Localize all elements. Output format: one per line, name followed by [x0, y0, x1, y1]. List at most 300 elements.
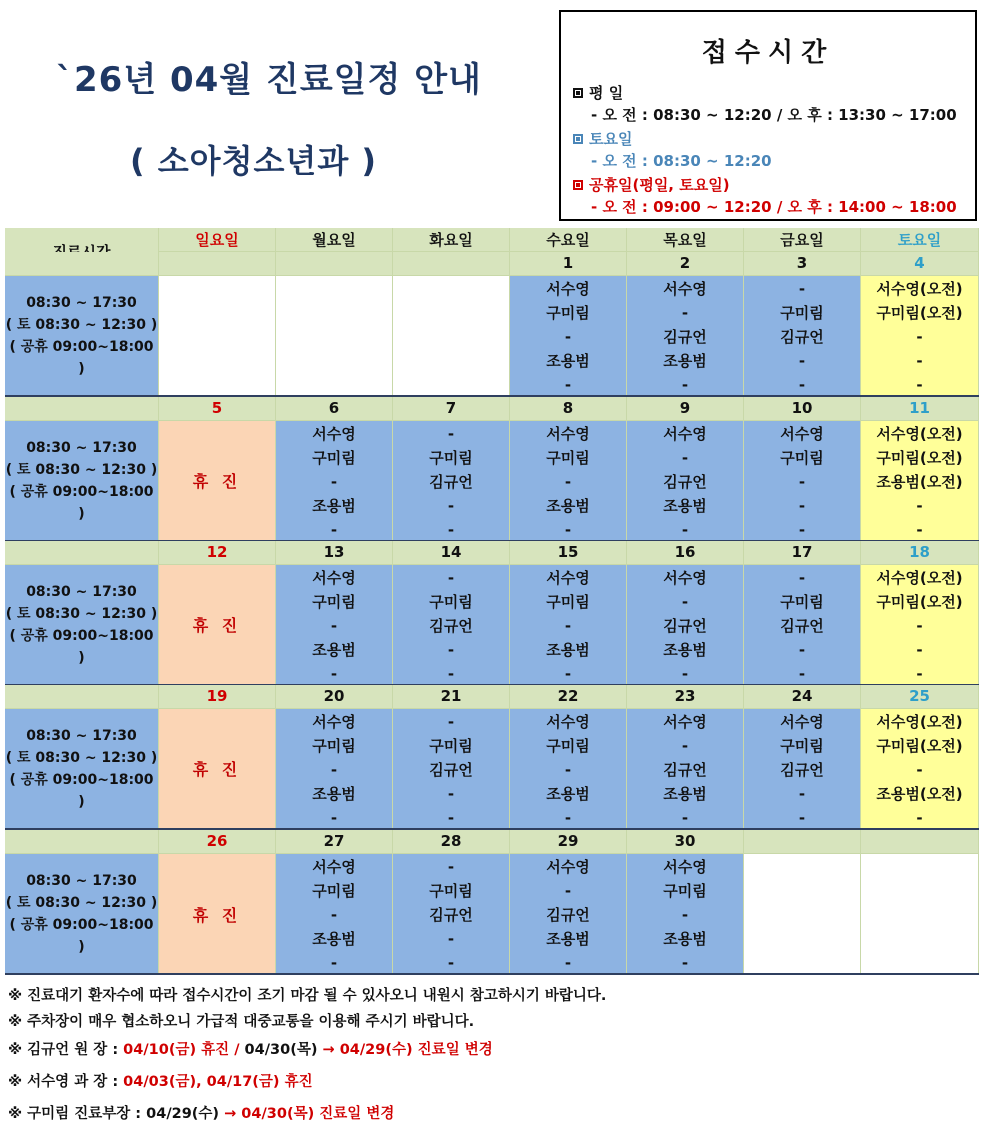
- doctor-cell: [159, 709, 276, 829]
- doctor-name: 서수영: [546, 425, 590, 443]
- doctor-cell: [276, 421, 393, 541]
- empty-cell: [744, 854, 861, 975]
- date-number: 8: [562, 399, 574, 417]
- doctor-cell: [159, 854, 276, 975]
- doctor-name: -: [564, 665, 572, 683]
- date-number: 30: [674, 832, 696, 850]
- date-row-spacer: [5, 685, 159, 709]
- date-number: 11: [909, 399, 930, 417]
- doctor-name: 구미림: [780, 449, 824, 467]
- date-cell: [510, 252, 627, 276]
- doctor-name: -: [330, 665, 338, 683]
- hours-cell: [5, 709, 159, 829]
- hours-line2: ( 토 08:30 ~ 12:30 ): [5, 461, 158, 478]
- doctor-cell: [627, 276, 744, 396]
- doctor-name: 서수영: [312, 425, 356, 443]
- date-cell: [744, 397, 861, 421]
- date-cell: [393, 685, 510, 709]
- calendar-bottom-border: [5, 973, 979, 975]
- date-number: 7: [445, 399, 457, 417]
- doctor-name: 김규언: [663, 328, 707, 346]
- empty-cell: [276, 276, 393, 396]
- department-title: ( 소아청소년과 ): [130, 142, 378, 180]
- doctor-name: 조용범: [546, 930, 590, 948]
- note-kim-label: ※ 김규언 원 장 :: [8, 1042, 124, 1058]
- doctor-name: -: [916, 328, 923, 346]
- note-koo-label: ※ 구미림 진료부장 : 04/29(수): [8, 1106, 225, 1122]
- doctor-cell: [744, 421, 861, 541]
- date-number: 28: [440, 832, 462, 850]
- doctor-name: -: [916, 665, 923, 683]
- doctor-name: 김규언: [546, 906, 590, 924]
- doctor-name: 서수영: [780, 713, 824, 731]
- day-header: [276, 228, 393, 252]
- date-cell: [627, 830, 744, 854]
- doctor-cell: [627, 709, 744, 829]
- closed-label: 휴 진: [192, 616, 242, 635]
- doctor-name: 구미림: [663, 882, 707, 900]
- doctor-name: -: [447, 954, 455, 972]
- doctor-cell: [861, 709, 979, 829]
- doctor-cell: [744, 709, 861, 829]
- doctor-cell: [510, 421, 627, 541]
- doctor-name: 구미림: [546, 737, 590, 755]
- date-number: 18: [909, 543, 930, 561]
- day-header-label: 토요일: [897, 231, 942, 249]
- hours-cell: [5, 276, 159, 396]
- doctor-name: -: [798, 376, 806, 394]
- doctor-name: -: [564, 954, 572, 972]
- doctor-name: -: [916, 521, 923, 539]
- date-cell: [510, 397, 627, 421]
- doctor-name: 서수영: [663, 280, 707, 298]
- closed-label: 휴 진: [192, 472, 242, 491]
- date-number: 4: [914, 254, 925, 272]
- doctor-name: -: [916, 376, 923, 394]
- date-number: 29: [557, 832, 579, 850]
- day-header: [861, 228, 979, 252]
- date-number: 1: [562, 254, 574, 272]
- date-number: 13: [323, 543, 345, 561]
- note-seo: [8, 1070, 313, 1091]
- doctor-name: -: [798, 473, 806, 491]
- doctor-name: 김규언: [780, 617, 824, 635]
- doctor-name: -: [798, 641, 806, 659]
- doctor-name: -: [330, 521, 338, 539]
- doctor-name: -: [447, 785, 455, 803]
- doctor-name: -: [798, 665, 806, 683]
- hours-line1: 08:30 ~ 17:30: [26, 439, 137, 456]
- doctor-cell: [393, 421, 510, 541]
- doctor-name: 구미림(오전): [876, 304, 963, 322]
- doctor-name: -: [681, 521, 689, 539]
- date-cell: [159, 541, 276, 565]
- doctor-cell: [627, 421, 744, 541]
- day-header: [510, 228, 627, 252]
- doctor-name: 구미림: [780, 593, 824, 611]
- date-cell: [159, 830, 276, 854]
- day-header-label: 일요일: [195, 231, 239, 249]
- date-number: 10: [791, 399, 813, 417]
- date-cell: [393, 541, 510, 565]
- doctor-cell: [627, 565, 744, 685]
- doctor-name: -: [681, 376, 689, 394]
- doctor-cell: [159, 421, 276, 541]
- doctor-name: -: [330, 906, 338, 924]
- doctor-name: 조용범: [546, 785, 590, 803]
- doctor-name: -: [681, 665, 689, 683]
- date-cell: [627, 397, 744, 421]
- doctor-name: -: [330, 954, 338, 972]
- doctor-name: 조용범: [663, 785, 707, 803]
- holiday-time: - 오 전 : 09:00 ~ 12:20 / 오 후 : 14:00 ~ 18:00: [591, 198, 957, 216]
- holiday-label: 공휴일(평일, 토요일): [589, 176, 730, 194]
- doctor-name: 서수영: [663, 713, 707, 731]
- date-number: 12: [206, 543, 228, 561]
- weekday-time: - 오 전 : 08:30 ~ 12:20 / 오 후 : 13:30 ~ 17:00: [591, 106, 957, 124]
- note-koo: [8, 1102, 394, 1123]
- date-cell: [861, 830, 979, 854]
- doctor-cell: [393, 854, 510, 975]
- doctor-name: -: [798, 569, 806, 587]
- weekday-label: 평 일: [589, 84, 624, 102]
- doctor-cell: [861, 565, 979, 685]
- doctor-name: 구미림: [546, 304, 590, 322]
- date-number: 22: [557, 687, 579, 705]
- date-cell: [744, 541, 861, 565]
- doctor-name: 조용범: [312, 497, 356, 515]
- date-cell: [861, 685, 979, 709]
- date-number: 21: [440, 687, 462, 705]
- doctor-name: 구미림: [429, 449, 473, 467]
- doctor-name: 조용범: [546, 352, 590, 370]
- doctor-name: 서수영(오전): [876, 280, 963, 298]
- doctor-name: 조용범: [546, 497, 590, 515]
- doctor-name: 서수영: [312, 858, 356, 876]
- date-number: 25: [909, 687, 930, 705]
- date-cell: [627, 541, 744, 565]
- doctor-name: 구미림: [780, 304, 824, 322]
- reception-hours-box: [559, 10, 977, 221]
- date-cell: [393, 252, 510, 276]
- doctor-name: -: [916, 352, 923, 370]
- doctor-cell: [276, 709, 393, 829]
- doctor-name: 구미림: [429, 737, 473, 755]
- doctor-name: -: [564, 473, 572, 491]
- doctor-cell: [627, 854, 744, 975]
- date-cell: [276, 685, 393, 709]
- date-number: 27: [323, 832, 345, 850]
- doctor-name: 김규언: [780, 328, 824, 346]
- doctor-name: 구미림: [312, 882, 356, 900]
- saturday-row: [573, 128, 632, 149]
- doctor-name: -: [916, 641, 923, 659]
- hours-line2: ( 토 08:30 ~ 12:30 ): [5, 605, 158, 622]
- doctor-name: 구미림(오전): [876, 737, 963, 755]
- square-bullet-icon: [573, 134, 583, 144]
- date-number: 9: [679, 399, 691, 417]
- doctor-name: -: [681, 449, 689, 467]
- doctor-cell: [861, 276, 979, 396]
- doctor-name: 조용범(오전): [876, 473, 963, 491]
- doctor-name: 서수영(오전): [876, 569, 963, 587]
- day-header: [159, 228, 276, 252]
- note-kim: [8, 1038, 493, 1059]
- hours-line1: 08:30 ~ 17:30: [26, 873, 137, 889]
- square-bullet-icon: [573, 180, 583, 190]
- date-number: 19: [206, 687, 228, 705]
- date-number: 20: [323, 687, 345, 705]
- doctor-name: -: [564, 376, 572, 394]
- date-number: 17: [791, 543, 813, 561]
- doctor-name: -: [447, 569, 455, 587]
- date-number: 16: [674, 543, 696, 561]
- date-cell: [159, 252, 276, 276]
- date-number: 3: [796, 254, 808, 272]
- date-cell: [276, 397, 393, 421]
- doctor-name: -: [447, 521, 455, 539]
- doctor-name: 구미림: [429, 882, 473, 900]
- date-cell: [159, 685, 276, 709]
- date-cell: [744, 830, 861, 854]
- hours-line1: 08:30 ~ 17:30: [26, 583, 137, 600]
- page-title: `26년 04월 진료일정 안내: [56, 60, 482, 100]
- date-cell: [744, 685, 861, 709]
- hours-line3: ( 공휴 09:00~18:00 ): [9, 917, 154, 955]
- doctor-name: 김규언: [429, 906, 473, 924]
- closed-label: 휴 진: [192, 760, 242, 779]
- date-cell: [744, 252, 861, 276]
- hours-line3: ( 공휴 09:00~18:00 ): [9, 483, 154, 522]
- doctor-name: 서수영: [546, 713, 590, 731]
- doctor-name: -: [798, 497, 806, 515]
- note-koo-change: → 04/30(목) 진료일 변경: [224, 1106, 395, 1122]
- doctor-name: 서수영: [312, 569, 356, 587]
- note-kim-closed: 04/10(금) 휴진 /: [123, 1042, 245, 1058]
- doctor-name: 김규언: [663, 761, 707, 779]
- doctor-name: -: [681, 954, 689, 972]
- weekday-row: [573, 82, 623, 103]
- day-header-label: 화요일: [429, 231, 473, 249]
- doctor-name: 김규언: [429, 617, 473, 635]
- day-header-label: 목요일: [663, 231, 707, 249]
- doctor-cell: [861, 421, 979, 541]
- doctor-cell: [393, 565, 510, 685]
- doctor-cell: [510, 276, 627, 396]
- doctor-name: 서수영(오전): [876, 425, 963, 443]
- date-cell: [861, 541, 979, 565]
- doctor-name: -: [916, 761, 923, 779]
- doctor-name: 김규언: [663, 473, 707, 491]
- day-header-label: 월요일: [312, 231, 356, 249]
- doctor-name: -: [447, 809, 455, 827]
- empty-cell: [159, 276, 276, 396]
- reception-title: 접수시간: [701, 38, 835, 68]
- doctor-name: 서수영: [546, 858, 590, 876]
- doctor-name: 구미림: [780, 737, 824, 755]
- date-cell: [276, 541, 393, 565]
- hours-line3: ( 공휴 09:00~18:00 ): [9, 627, 154, 666]
- doctor-name: -: [798, 809, 806, 827]
- day-header: [627, 228, 744, 252]
- hours-cell: [5, 421, 159, 541]
- doctor-name: 조용범: [663, 497, 707, 515]
- hours-cell: [5, 565, 159, 685]
- date-cell: [276, 830, 393, 854]
- doctor-name: 조용범: [663, 352, 707, 370]
- date-cell: [510, 541, 627, 565]
- doctor-name: 서수영: [780, 425, 824, 443]
- doctor-name: -: [564, 617, 572, 635]
- doctor-name: 구미림: [546, 593, 590, 611]
- doctor-name: -: [681, 593, 689, 611]
- day-header: [393, 228, 510, 252]
- note-seo-closed: 04/03(금), 04/17(금) 휴진: [123, 1074, 313, 1090]
- doctor-name: 김규언: [780, 761, 824, 779]
- saturday-label: 토요일: [589, 130, 633, 148]
- doctor-name: 구미림: [546, 449, 590, 467]
- doctor-name: 조용범: [312, 785, 356, 803]
- hours-line1: 08:30 ~ 17:30: [26, 727, 137, 744]
- doctor-name: 구미림(오전): [876, 593, 963, 611]
- hours-line2: ( 토 08:30 ~ 12:30 ): [5, 316, 158, 333]
- date-cell: [510, 685, 627, 709]
- date-cell: [276, 252, 393, 276]
- doctor-name: -: [447, 425, 455, 443]
- doctor-name: 구미림: [312, 449, 356, 467]
- date-number: 2: [679, 254, 691, 272]
- doctor-cell: [393, 709, 510, 829]
- date-number: 15: [557, 543, 579, 561]
- doctor-name: 구미림: [429, 593, 473, 611]
- doctor-name: 조용범: [663, 641, 707, 659]
- date-row-spacer: [5, 830, 159, 854]
- date-number: 6: [328, 399, 340, 417]
- doctor-name: 서수영: [663, 425, 707, 443]
- doctor-name: -: [564, 809, 572, 827]
- date-row-spacer: [5, 252, 159, 276]
- doctor-name: -: [681, 304, 689, 322]
- doctor-name: -: [564, 521, 572, 539]
- hours-line1: 08:30 ~ 17:30: [26, 294, 137, 311]
- doctor-name: 서수영: [663, 858, 707, 876]
- doctor-name: -: [447, 641, 455, 659]
- doctor-name: -: [447, 858, 455, 876]
- date-cell: [861, 252, 979, 276]
- doctor-name: 서수영(오전): [876, 713, 963, 731]
- hours-line2: ( 토 08:30 ~ 12:30 ): [5, 749, 158, 766]
- doctor-cell: [744, 276, 861, 396]
- day-header-label: 금요일: [780, 231, 824, 249]
- doctor-cell: [510, 565, 627, 685]
- doctor-name: -: [916, 809, 923, 827]
- square-bullet-icon: [573, 88, 583, 98]
- doctor-name: 김규언: [429, 761, 473, 779]
- doctor-name: 서수영: [546, 569, 590, 587]
- doctor-name: 조용범: [312, 641, 356, 659]
- doctor-name: 서수영: [663, 569, 707, 587]
- note-seo-label: ※ 서수영 과 장 :: [8, 1074, 124, 1090]
- date-cell: [510, 830, 627, 854]
- doctor-cell: [510, 854, 627, 975]
- doctor-name: -: [681, 737, 689, 755]
- doctor-name: 조용범: [312, 930, 356, 948]
- date-cell: [627, 685, 744, 709]
- doctor-cell: [744, 565, 861, 685]
- doctor-name: 조용범: [663, 930, 707, 948]
- doctor-name: 서수영: [312, 713, 356, 731]
- date-cell: [627, 252, 744, 276]
- doctor-name: -: [564, 882, 572, 900]
- doctor-cell: [159, 565, 276, 685]
- doctor-cell: [276, 854, 393, 975]
- doctor-name: 조용범(오전): [876, 785, 963, 803]
- doctor-name: -: [681, 809, 689, 827]
- doctor-name: -: [916, 617, 923, 635]
- doctor-name: -: [798, 785, 806, 803]
- doctor-name: -: [798, 280, 806, 298]
- doctor-name: 구미림: [312, 593, 356, 611]
- doctor-name: -: [447, 665, 455, 683]
- doctor-name: 구미림(오전): [876, 449, 963, 467]
- note-parking: ※ 주차장이 매우 협소하오니 가급적 대중교통을 이용해 주시기 바랍니다.: [8, 1014, 475, 1030]
- date-number: 14: [440, 543, 462, 561]
- doctor-name: -: [564, 761, 572, 779]
- date-row-spacer: [5, 541, 159, 565]
- doctor-name: -: [330, 809, 338, 827]
- saturday-time: - 오 전 : 08:30 ~ 12:20: [591, 152, 772, 170]
- day-header-label: 수요일: [546, 231, 590, 249]
- doctor-name: -: [564, 328, 572, 346]
- note-kim-change: → 04/29(수) 진료일 변경: [322, 1042, 493, 1058]
- date-cell: [393, 397, 510, 421]
- date-number: 26: [206, 832, 228, 850]
- date-number: 24: [791, 687, 813, 705]
- date-cell: [393, 830, 510, 854]
- date-row-spacer: [5, 397, 159, 421]
- date-cell: [159, 397, 276, 421]
- doctor-name: -: [798, 352, 806, 370]
- doctor-name: 구미림: [312, 737, 356, 755]
- doctor-name: -: [330, 617, 338, 635]
- date-number: 23: [674, 687, 696, 705]
- hours-line2: ( 토 08:30 ~ 12:30 ): [5, 895, 158, 911]
- note-early-close: ※ 진료대기 환자수에 따라 접수시간이 조기 마감 될 수 있사오니 내원시 참고하시기 바랍니다.: [8, 988, 607, 1004]
- doctor-name: -: [447, 497, 455, 515]
- hours-cell: [5, 854, 159, 975]
- doctor-name: 김규언: [663, 617, 707, 635]
- hours-line3: ( 공휴 09:00~18:00 ): [9, 771, 154, 810]
- doctor-name: 서수영: [546, 280, 590, 298]
- date-number: 5: [211, 399, 223, 417]
- doctor-name: -: [447, 713, 455, 731]
- doctor-name: -: [916, 497, 923, 515]
- doctor-name: -: [681, 906, 689, 924]
- hours-line3: ( 공휴 09:00~18:00 ): [9, 338, 154, 377]
- empty-cell: [393, 276, 510, 396]
- closed-label: 휴 진: [192, 905, 242, 925]
- doctor-name: 조용범: [546, 641, 590, 659]
- date-cell: [861, 397, 979, 421]
- note-kim-date: 04/30(목): [244, 1042, 323, 1058]
- doctor-name: -: [330, 473, 338, 491]
- doctor-cell: [276, 565, 393, 685]
- doctor-name: -: [798, 521, 806, 539]
- doctor-name: -: [330, 761, 338, 779]
- doctor-name: 김규언: [429, 473, 473, 491]
- empty-cell: [861, 854, 979, 975]
- schedule-calendar: [5, 228, 979, 975]
